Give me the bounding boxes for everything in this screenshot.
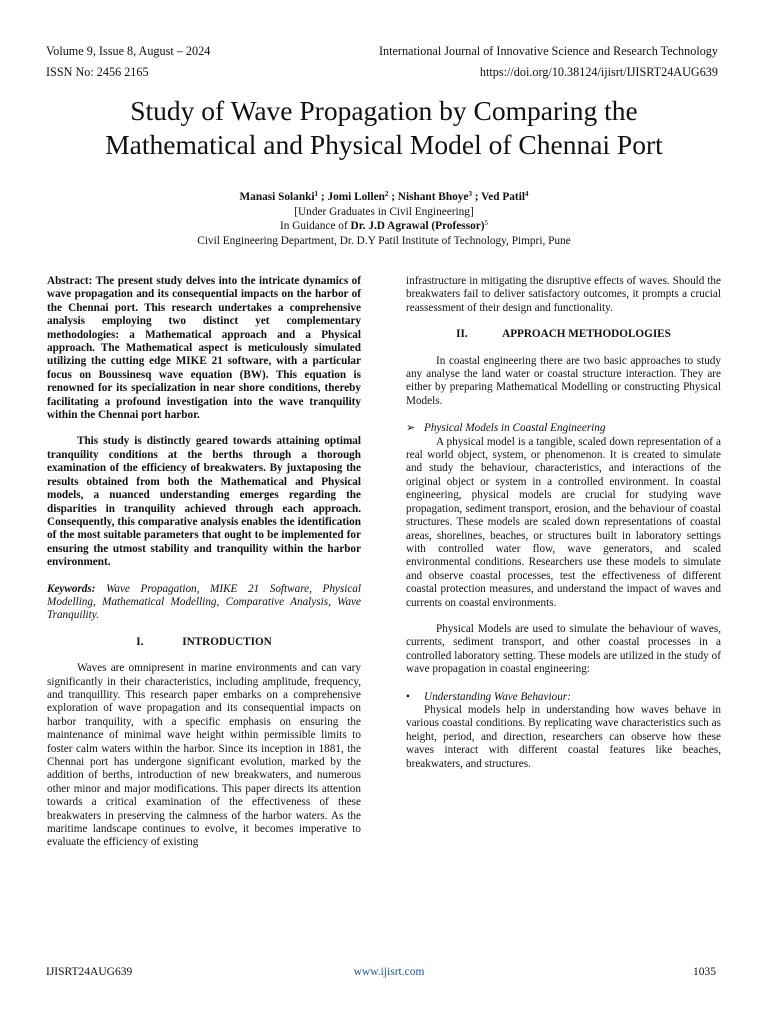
footer-website-link[interactable]: www.ijisrt.com (353, 966, 425, 978)
author-2-mark: 2 (384, 190, 389, 198)
right-column (406, 275, 721, 771)
author-role: [Under Graduates in Civil Engineering] (294, 205, 474, 218)
paper-title (0, 94, 768, 162)
volume-info: Volume 9, Issue 8, August – 2024 (46, 44, 211, 58)
bullet-icon: • (406, 690, 410, 703)
section-heading-introduction (47, 636, 361, 649)
physical-model-paragraph: A physical model is a tangible, scaled down representation of a real world object, system, or phenomenon. It is created to simulate and study the behaviour, characteristics, and interactions of the original object or system in a controlled environment. In coastal engineering, physical models are crucial for studying wave propagation, sediment transport, erosion, and the behaviour of coastal structures. These models are scaled down representations of coastal areas, shorelines, beaches, or structures built in laboratory settings with controlled water flow, wave generators, and scaled environmental conditions. Researchers use these models to simulate and observe coastal processes, test the effectiveness of different coastal protection measures, and understand the impact of waves and currents on coastal environments. (406, 435, 721, 609)
author-names (0, 190, 768, 205)
title-line-2: Mathematical and Physical Model of Chennai Port (105, 129, 663, 160)
author-1-mark: 1 (314, 190, 319, 198)
author-1: Manasi Solanki (239, 191, 315, 203)
understanding-wave-paragraph: Physical models help in understanding how waves behave in various coastal conditions. By replicating wave characteristics such as height, period, and direction, researchers can observe how these waves interact with different coastal features like beaches, breakwaters, and structures. (406, 703, 721, 770)
title-line-1: Study of Wave Propagation by Comparing the (130, 95, 638, 126)
abstract-paragraph-1: Abstract: The present study delves into the intricate dynamics of wave propagation and its consequential impacts on the harbor of the Chennai port. This research undertakes a comprehensive analysis employing two distinct yet complementary methodologies: a Mathematical approach and a Physical approach. The Mathematical aspect is meticulously simulated utilizing the cutting edge MIKE 21 software, with a particular focus on Boussinesq wave equation (BW). This equation is renowned for its specialization in near shore conditions, thereby facilitating a profound investigation into the wave tranquility within the Chennai port harbor. (47, 275, 361, 422)
abstract-paragraph-2: This study is distinctly geared towards attaining optimal tranquility conditions at the berths through a thorough examination of the efficiency of breakwaters. By juxtaposing the results obtained from both the Mathematical and Physical models, a nuanced understanding emerges regarding the disparities in tranquility achieved through each approach. Consequently, this comparative analysis enables the identification of the most suitable parameters that ought to be implemented for ensuring the utmost stability and tranquility within the harbor environment. (47, 435, 361, 569)
guidance-prefix: In Guidance of (279, 220, 351, 233)
approach-intro-paragraph: In coastal engineering there are two basic approaches to study any analyse the land water or coastal structure interaction. They are either by preparing Mathematical Modelling or constructing Physical Models. (406, 354, 721, 407)
section-2-title: APPROACH METHODOLOGIES (502, 328, 671, 341)
author-4: ; Ved Patil (471, 191, 525, 203)
author-block (0, 190, 768, 248)
author-2: ; Jomi Lollen (318, 191, 385, 203)
journal-name: International Journal of Innovative Science and Research Technology (378, 44, 718, 58)
guide-mark: 5 (484, 219, 489, 228)
arrow-bullet-icon: ➢ (406, 422, 416, 435)
subheading-understanding-wave-text: Understanding Wave Behaviour: (424, 690, 571, 703)
subheading-understanding-wave (406, 691, 721, 704)
author-4-mark: 4 (524, 190, 529, 198)
section-1-title: INTRODUCTION (182, 635, 272, 648)
guidance-line (0, 219, 768, 234)
left-column (47, 275, 361, 850)
physical-models-used-paragraph: Physical Models are used to simulate the behaviour of waves, currents, sediment transport, and other coastal processes in a controlled laboratory setting. These models are utilized in the study of wave propagation in coastal engineering: (406, 622, 721, 676)
section-heading-approach (406, 328, 721, 341)
affiliation: Civil Engineering Department, Dr. D.Y Patil Institute of Technology, Pimpri, Pune (197, 234, 571, 247)
page-number: 1035 (693, 966, 716, 978)
section-1-number: I. (136, 635, 144, 648)
guide-name: Dr. J.D Agrawal (Professor) (350, 220, 485, 233)
doi-link[interactable]: https://doi.org/10.38124/ijisrt/IJISRT24AUG639 (479, 65, 718, 79)
issn: ISSN No: 2456 2165 (46, 65, 149, 79)
introduction-paragraph: Waves are omnipresent in marine environments and can vary significantly in their characteristics, including amplitude, frequency, and tranquillity. This research paper embarks on a comprehensive exploration of wave propagation and its consequential impacts on harbor tranquility, with a specific emphasis on ensuring the maintenance of minimal wave height within permissible limits to foster calm waters within the harbor. Since its inception in 1881, the Chennai port has undergone significant evolution, marked by the addition of berths, introduction of new breakwaters, and numerous other minor and major modifications. This paper directs its attention towards a critical examination of the effectiveness of these breakwaters in preserving the calmness of the harbor waters. As the maritime landscape continues to evolve, it becomes imperative to evaluate the efficiency of existing (47, 662, 361, 849)
keywords (47, 583, 361, 623)
author-3: ; Nishant Bhoye (388, 191, 469, 203)
subheading-physical-models-text: Physical Models in Coastal Engineering (424, 422, 606, 435)
author-3-mark: 3 (468, 190, 472, 198)
introduction-continued: infrastructure in mitigating the disruptive effects of waves. Should the breakwaters fail to deliver satisfactory outcomes, it prompts a crucial reassessment of their design and functionality. (406, 275, 721, 314)
footer-paper-id: IJISRT24AUG639 (46, 966, 133, 978)
keywords-text: Wave Propagation, MIKE 21 Software, Physical Modelling, Mathematical Modelling, Comparative Analysis, Wave Tranquility. (47, 582, 362, 622)
subheading-physical-models (406, 422, 721, 435)
section-2-number: II. (456, 328, 468, 341)
keywords-label: Keywords: (47, 582, 96, 595)
